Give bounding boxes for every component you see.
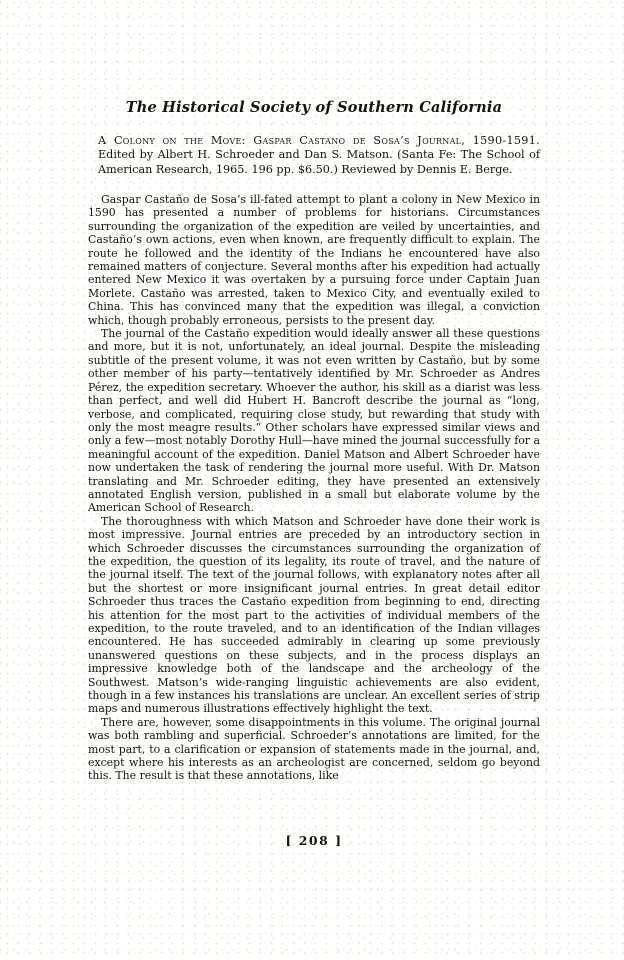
- review-paragraph-1: Gaspar Castaño de Sosa’s ill-fated attempt to plant a colony in New Mexico in 1590 has presented a number of problems for historians. Circumstances surrounding the organization of the expedition are veiled by uncertainties, and Castaño’s own actions, even when known, are frequently difficult to explain. The route he followed and the identity of the Indians he encountered have also remained matters of conjecture. Several months after his expedition had actually entered New Mexico it was overtaken by a pursuing force under Captain Juan Morlete. Castaño was arrested, taken to Mexico City, and eventually exiled to China. This has convinced many that the expedition was illegal, a conviction which, though probably erroneous, persists to the present day.: [88, 193, 540, 327]
- review-body: [88, 193, 540, 783]
- review-citation: [98, 134, 540, 177]
- review-paragraph-3: The thoroughness with which Matson and Schroeder have done their work is most impressive. Journal entries are preceded by an introductory section in which Schroeder discusses the circumstances surrounding the organization of the expedition, the question of its legality, its route of travel, and the nature of the journal itself. The text of the journal follows, with explanatory notes after all but the shortest or more insignificant journal entries. In great detail editor Schroeder thus traces the Castaño expedition from beginning to end, directing his attention for the most part to the activities of individual members of the expedition, to the route traveled, and to an identification of the Indian villages encountered. He has succeeded admirably in clearing up some previously unanswered questions on these subjects, and in the process displays an impressive knowledge both of the landscape and the archeology of the Southwest. Matson’s wide-ranging linguistic achievements are also evident, though in a few instances his translations are unclear. An excellent series of strip maps and numerous illustrations effectively highlight the text.: [88, 514, 540, 716]
- review-paragraph-4: There are, however, some disappointments in this volume. The original journal was both rambling and superficial. Schroeder’s annotations are limited, for the most part, to a clarification or expansion of statements made in the journal, and, except where his interests as an archeologist are concerned, seldom go beyond this. The result is that these annotations, like: [88, 715, 540, 783]
- journal-title: The Historical Society of Southern California: [125, 99, 503, 116]
- text-block: [88, 0, 540, 960]
- page-number: [ 208 ]: [285, 833, 343, 848]
- review-paragraph-2: The journal of the Castaño expedition would ideally answer all these questions and more, but it is not, unfortunately, an ideal journal. Despite the misleading subtitle of the present volume, it was not even written by Castaño, but by some other member of his party—tentatively identified by Mr. Schroeder as Andres Pérez, the expedition secretary. Whoever the author, his skill as a diarist was less than perfect, and well did Hubert H. Bancroft describe the journal as “long, verbose, and complicated, requiring close study, but rewarding that study with only the most meagre results.” Other scholars have expressed similar views and only a few—most notably Dorothy Hull—have mined the journal successfully for a meaningful account of the expedition. Daniel Matson and Albert Schroeder have now undertaken the task of rendering the journal more useful. With Dr. Matson translating and Mr. Schroeder editing, they have presented an extensively annotated English version, published in a small but elaborate volume by the American School of Research.: [88, 327, 540, 515]
- review-citation-details: Edited by Albert H. Schroeder and Dan S. Matson. (Santa Fe: The School of American Research, 1965. 196 pp. $6.50.) Reviewed by Dennis E. Berge.: [98, 148, 540, 176]
- review-citation-book-title: A Colony on the Move: Gaspar Castano de Sosa’s Journal, 1590-1591.: [98, 134, 540, 147]
